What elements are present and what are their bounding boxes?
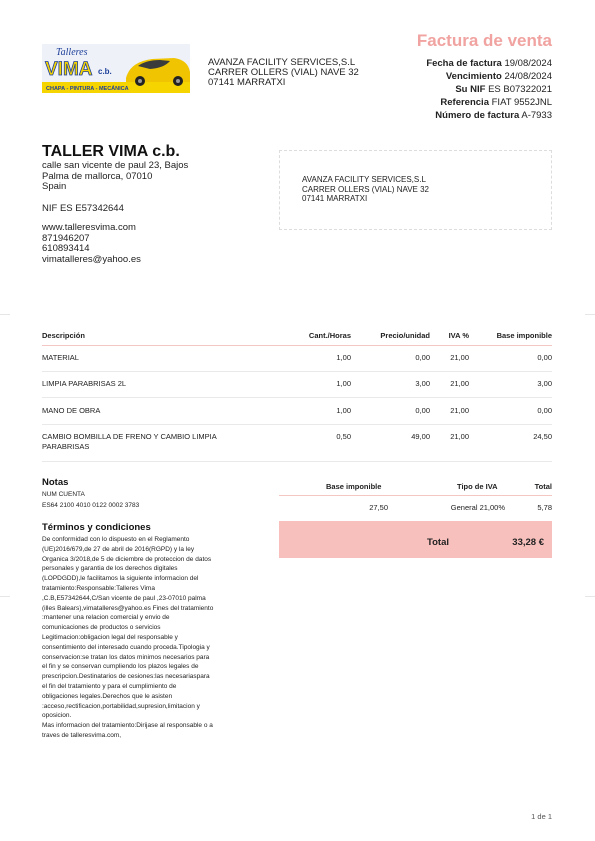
row-iva: 21,00 — [450, 379, 469, 388]
meta-vencimiento: Vencimiento 24/08/2024 — [445, 71, 552, 82]
row-iva: 21,00 — [450, 353, 469, 362]
row-iva: 21,00 — [450, 406, 469, 415]
client-line3: 07141 MARRATXI — [302, 194, 368, 203]
summary-tipo-value: General 21,00% — [450, 503, 505, 512]
fold-mark-left-2 — [0, 596, 10, 597]
meta-referencia: Referencia FIAT 9552JNL — [440, 97, 552, 108]
row-divider — [42, 461, 552, 462]
company-contacts — [42, 223, 141, 265]
company-email: vimatalleres@yahoo.es — [42, 253, 141, 265]
company-nif: NIF ES E57342644 — [42, 203, 124, 214]
company-address — [42, 161, 188, 193]
row-qty: 1,00 — [336, 406, 351, 415]
summary-header-base: Base imponible — [326, 482, 382, 491]
grand-total-label: Total — [427, 537, 449, 548]
col-header-base: Base imponible — [496, 331, 552, 340]
invoice-meta — [426, 57, 552, 122]
col-header-cantidad: Cant./Horas — [308, 331, 351, 340]
row-qty: 1,00 — [336, 353, 351, 362]
header-client-address — [208, 58, 359, 88]
logo-brand-suffix: c.b. — [98, 67, 112, 76]
meta-numero: Número de factura A-7933 — [435, 110, 552, 121]
notes-account-number: ES64 2100 4010 0122 0002 3783 — [42, 502, 140, 509]
row-divider — [42, 397, 552, 398]
row-desc: LIMPIA PARABRISAS 2L — [42, 379, 127, 388]
row-desc: MATERIAL — [42, 353, 79, 362]
row-price: 0,00 — [415, 406, 430, 415]
row-base: 24,50 — [533, 432, 552, 441]
summary-header-tipo: Tipo de IVA — [457, 482, 498, 491]
logo-brand-main: VIMA — [45, 59, 93, 80]
client-address — [302, 175, 429, 204]
company-phone1: 871946207 — [42, 232, 90, 244]
total-box — [279, 521, 552, 558]
company-country: Spain — [42, 181, 67, 192]
header-client-line3: 07141 MARRATXI — [208, 77, 286, 88]
row-divider — [42, 371, 552, 372]
col-header-descripcion: Descripción — [42, 331, 85, 340]
fold-mark-right — [585, 314, 595, 315]
fold-mark-right-2 — [585, 596, 595, 597]
summary-header-total: Total — [534, 482, 552, 491]
summary-divider — [279, 495, 552, 496]
col-header-iva: IVA % — [448, 331, 469, 340]
company-address2: Palma de mallorca, 07010 — [42, 170, 153, 182]
table-header-divider — [42, 345, 552, 346]
row-qty: 0,50 — [336, 432, 351, 441]
row-divider — [42, 424, 552, 425]
company-logo — [42, 44, 190, 93]
terms-title: Términos y condiciones — [42, 522, 151, 533]
company-phone2: 610893414 — [42, 243, 90, 254]
summary-base-value: 27,50 — [369, 503, 388, 512]
row-qty: 1,00 — [336, 379, 351, 388]
terms-body: De conformidad con lo dispuesto en el Reglamento (UE)2016/679,de 27 de abril de 2016(RGPD) y la ley Organica 3/2018,de 5 de diciembre de proteccion de datos personales y garantia de los derechos digitales (LOPDGDD),le facilitamos la siguiente informacion del tratamiento:Responsable:Talleres Vima ,C.B,E57342644,C/San vicente de paul ,23-07010 palma (illes Balears),vimatalleres@yahoo.es Fines del tratamiento :mantener una relacion comercial y envio de comunicaciones de productos o servicios Legitimacion:obligacion legal del responsable y consentimiento del interesado cuando proceda.Tipologia y conservacion:se tratan los datos minimos necesarios para el fin y se conservan cumpliendo los plazos legales de prescripcion.Destinatarios de cesiones:las necesariaspara el fin del tratamiento y para el cumplimiento de obligaciones legales.Derechos que le asisten :acceso,rectificacion,portabilidad,supresion,limitacion y oposicion. Mas informacion del tratamiento:Dirijase al responsable o a traves de talleresvima.com, — [42, 536, 214, 739]
fold-mark-left — [0, 314, 10, 315]
row-price: 49,00 — [411, 432, 430, 441]
row-desc — [42, 432, 217, 452]
row-iva: 21,00 — [450, 432, 469, 441]
meta-nif: Su NIF ES B07322021 — [455, 84, 552, 95]
header-client-line2: CARRER OLLERS (VIAL) NAVE 32 — [208, 67, 359, 78]
document-title: Factura de venta — [416, 31, 552, 50]
grand-total-value: 33,28 € — [512, 537, 544, 548]
notes-account-label: NUM CUENTA — [42, 491, 85, 498]
row-desc-line1: CAMBIO BOMBILLA DE FRENO Y CAMBIO LIMPIA — [42, 432, 217, 441]
client-line1: AVANZA FACILITY SERVICES,S.L — [302, 175, 426, 184]
company-name: TALLER VIMA c.b. — [42, 143, 180, 160]
row-base: 3,00 — [537, 379, 552, 388]
client-line2: CARRER OLLERS (VIAL) NAVE 32 — [302, 184, 430, 194]
col-header-precio: Precio/unidad — [380, 331, 430, 340]
row-desc-line2: PARABRISAS — [42, 442, 90, 451]
summary-iva-value: 5,78 — [537, 503, 552, 512]
header-client-line1: AVANZA FACILITY SERVICES,S.L — [208, 57, 356, 68]
row-base: 0,00 — [537, 353, 552, 362]
client-address-box — [279, 150, 552, 230]
company-address1: calle san vicente de paul 23, Bajos — [42, 160, 189, 171]
logo-brand-top: Talleres — [56, 47, 88, 58]
page-number: 1 de 1 — [531, 812, 552, 821]
meta-fecha: Fecha de factura 19/08/2024 — [426, 58, 552, 69]
row-base: 0,00 — [537, 406, 552, 415]
company-web: www.talleresvima.com — [42, 222, 136, 233]
row-price: 0,00 — [415, 353, 430, 362]
notes-title: Notas — [42, 477, 69, 488]
row-desc: MANO DE OBRA — [42, 406, 101, 415]
logo-tagline: CHAPA - PINTURA - MECÁNICA — [46, 86, 129, 92]
row-price: 3,00 — [415, 379, 430, 388]
